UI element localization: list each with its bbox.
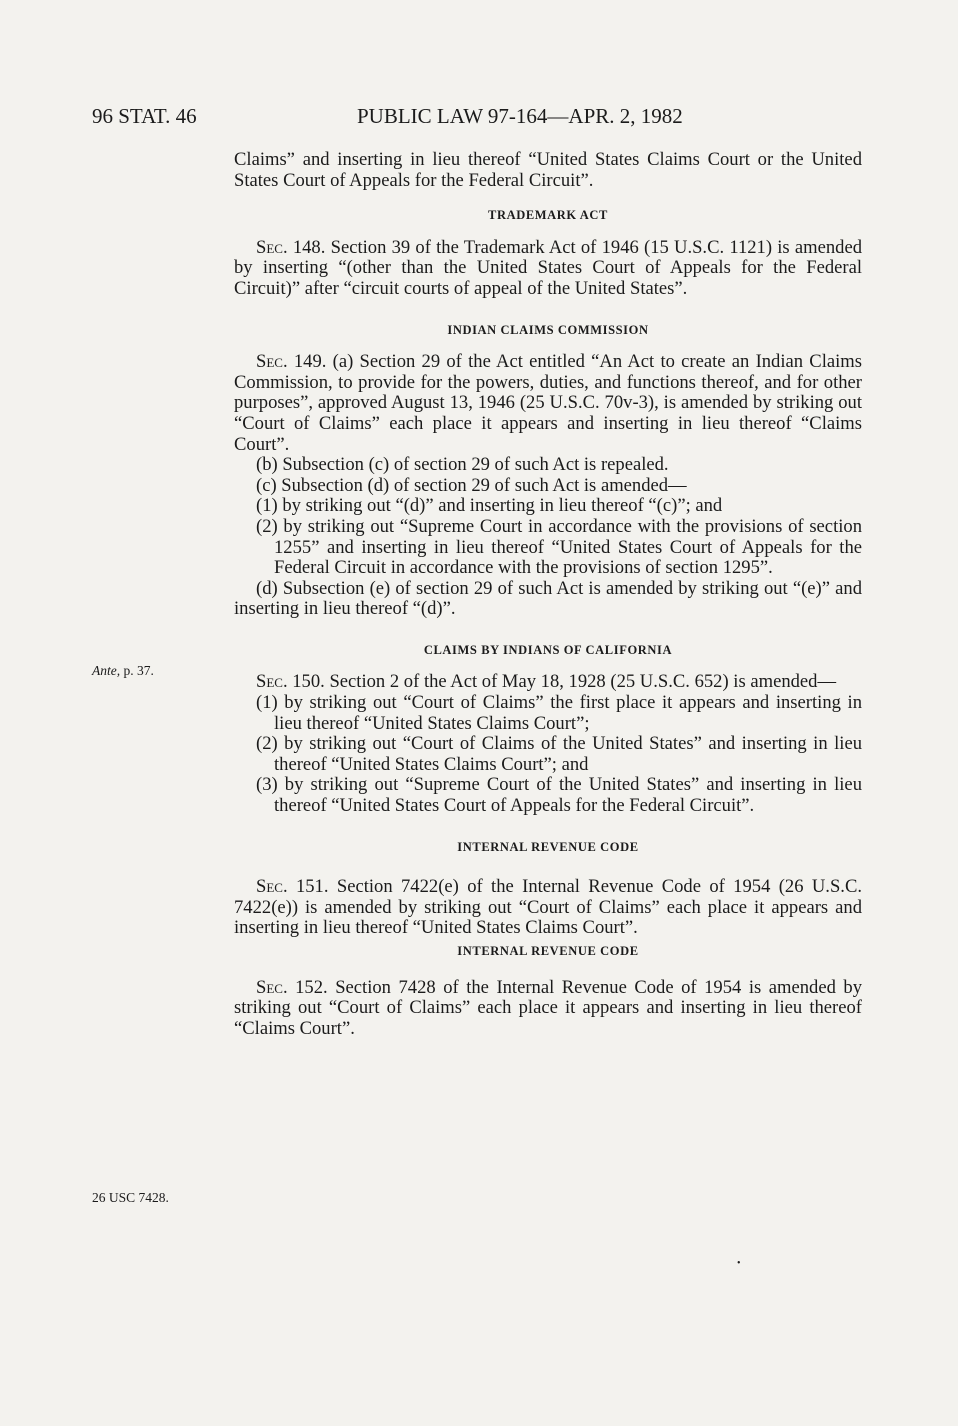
continued-paragraph: Claims” and inserting in lieu thereof “United States Claims Court or the United States Court of Appeals for the Federal Circuit”.	[234, 149, 862, 191]
margin-note-usc: 26 USC 7428.	[92, 1190, 169, 1205]
section-152-text: Section 7428 of the Internal Revenue Code of 1954 is amended by striking out “Court of Claims” each place it appears and inserting in lieu thereof “Claims Court”.	[234, 976, 863, 1039]
stat-page-ref: 96 STAT. 46	[92, 104, 197, 128]
section-150-3: (3) by striking out “Supreme Court of the United States” and inserting in lieu thereof “United States Court of Appeals for the Federal Circuit”.	[256, 774, 862, 817]
section-148-text: Section 39 of the Trademark Act of 1946 (15 U.S.C. 1121) is amended by inserting “(other than the United States Court of Appeals for the Federal Circuit)” after “circuit courts of appeal of the United States”.	[234, 236, 862, 299]
heading-trademark-act: TRADEMARK ACT	[488, 208, 608, 223]
section-149-b: (b) Subsection (c) of section 29 of such Act is repealed.	[256, 454, 669, 476]
section-149-c-1: (1) by striking out “(d)” and inserting in lieu thereof “(c)”; and	[256, 495, 723, 517]
section-149-a-text: (a) Section 29 of the Act entitled “An Act to create an Indian Claims Commission, to provide for the powers, duties, and functions thereof, and for other purposes”, approved August 13, 1946 (25 U.S.C. 70v-3), is amended by striking out “Court of Claims” each place it appears and inserting in lieu thereof “Claims Court”.	[234, 351, 862, 455]
section-148	[234, 238, 862, 300]
section-150	[234, 672, 862, 693]
section-152-label: Sec. 152.	[256, 976, 328, 998]
section-151-text: Section 7422(e) of the Internal Revenue Code of 1954 (26 U.S.C. 7422(e)) is amended by striking out “Court of Claims” each place it appears and inserting in lieu thereof “United States Claims Court”.	[234, 876, 862, 939]
margin-note-ante-italic: Ante,	[92, 663, 121, 678]
section-149-c: (c) Subsection (d) of section 29 of such Act is amended—	[256, 474, 687, 496]
law-title: PUBLIC LAW 97-164—APR. 2, 1982	[357, 104, 683, 128]
document-body	[234, 150, 862, 1039]
heading-internal-revenue-code: INTERNAL REVENUE CODE	[457, 839, 639, 854]
page-header	[92, 104, 862, 134]
margin-note-ante	[92, 663, 154, 679]
section-151	[234, 877, 862, 939]
section-149-c-2: (2) by striking out “Supreme Court in accordance with the provisions of section 1255” and inserting in lieu thereof “United States Court of Appeals for the Federal Circuit in accordance with the provisions of section 1295”.	[256, 515, 862, 579]
heading-claims-by-indians-of-california: CLAIMS BY INDIANS OF CALIFORNIA	[423, 642, 673, 657]
section-150-2: (2) by striking out “Court of Claims of the United States” and inserting in lieu thereof “United States Claims Court”; and	[256, 733, 862, 775]
ink-speck: •	[737, 1258, 741, 1269]
section-149-a	[234, 352, 862, 455]
heading-internal-revenue-code-2: INTERNAL REVENUE CODE	[457, 944, 639, 958]
section-151-label: Sec. 151.	[256, 876, 329, 898]
section-148-label: Sec. 148.	[256, 236, 326, 258]
section-150-1: (1) by striking out “Court of Claims” the first place it appears and inserting in lieu thereof “United States Claims Court”;	[256, 692, 862, 734]
section-149-label: Sec. 149.	[256, 351, 327, 373]
section-149-d: (d) Subsection (e) of section 29 of such Act is amended by striking out “(e)” and inserting in lieu thereof “(d)”.	[234, 577, 862, 620]
heading-indian-claims-commission: INDIAN CLAIMS COMMISSION	[447, 322, 649, 337]
section-150-label: Sec. 150.	[256, 671, 325, 693]
section-152	[234, 978, 862, 1040]
section-150-text: Section 2 of the Act of May 18, 1928 (25 U.S.C. 652) is amended—	[324, 671, 837, 693]
margin-note-ante-page: p. 37.	[120, 663, 154, 678]
